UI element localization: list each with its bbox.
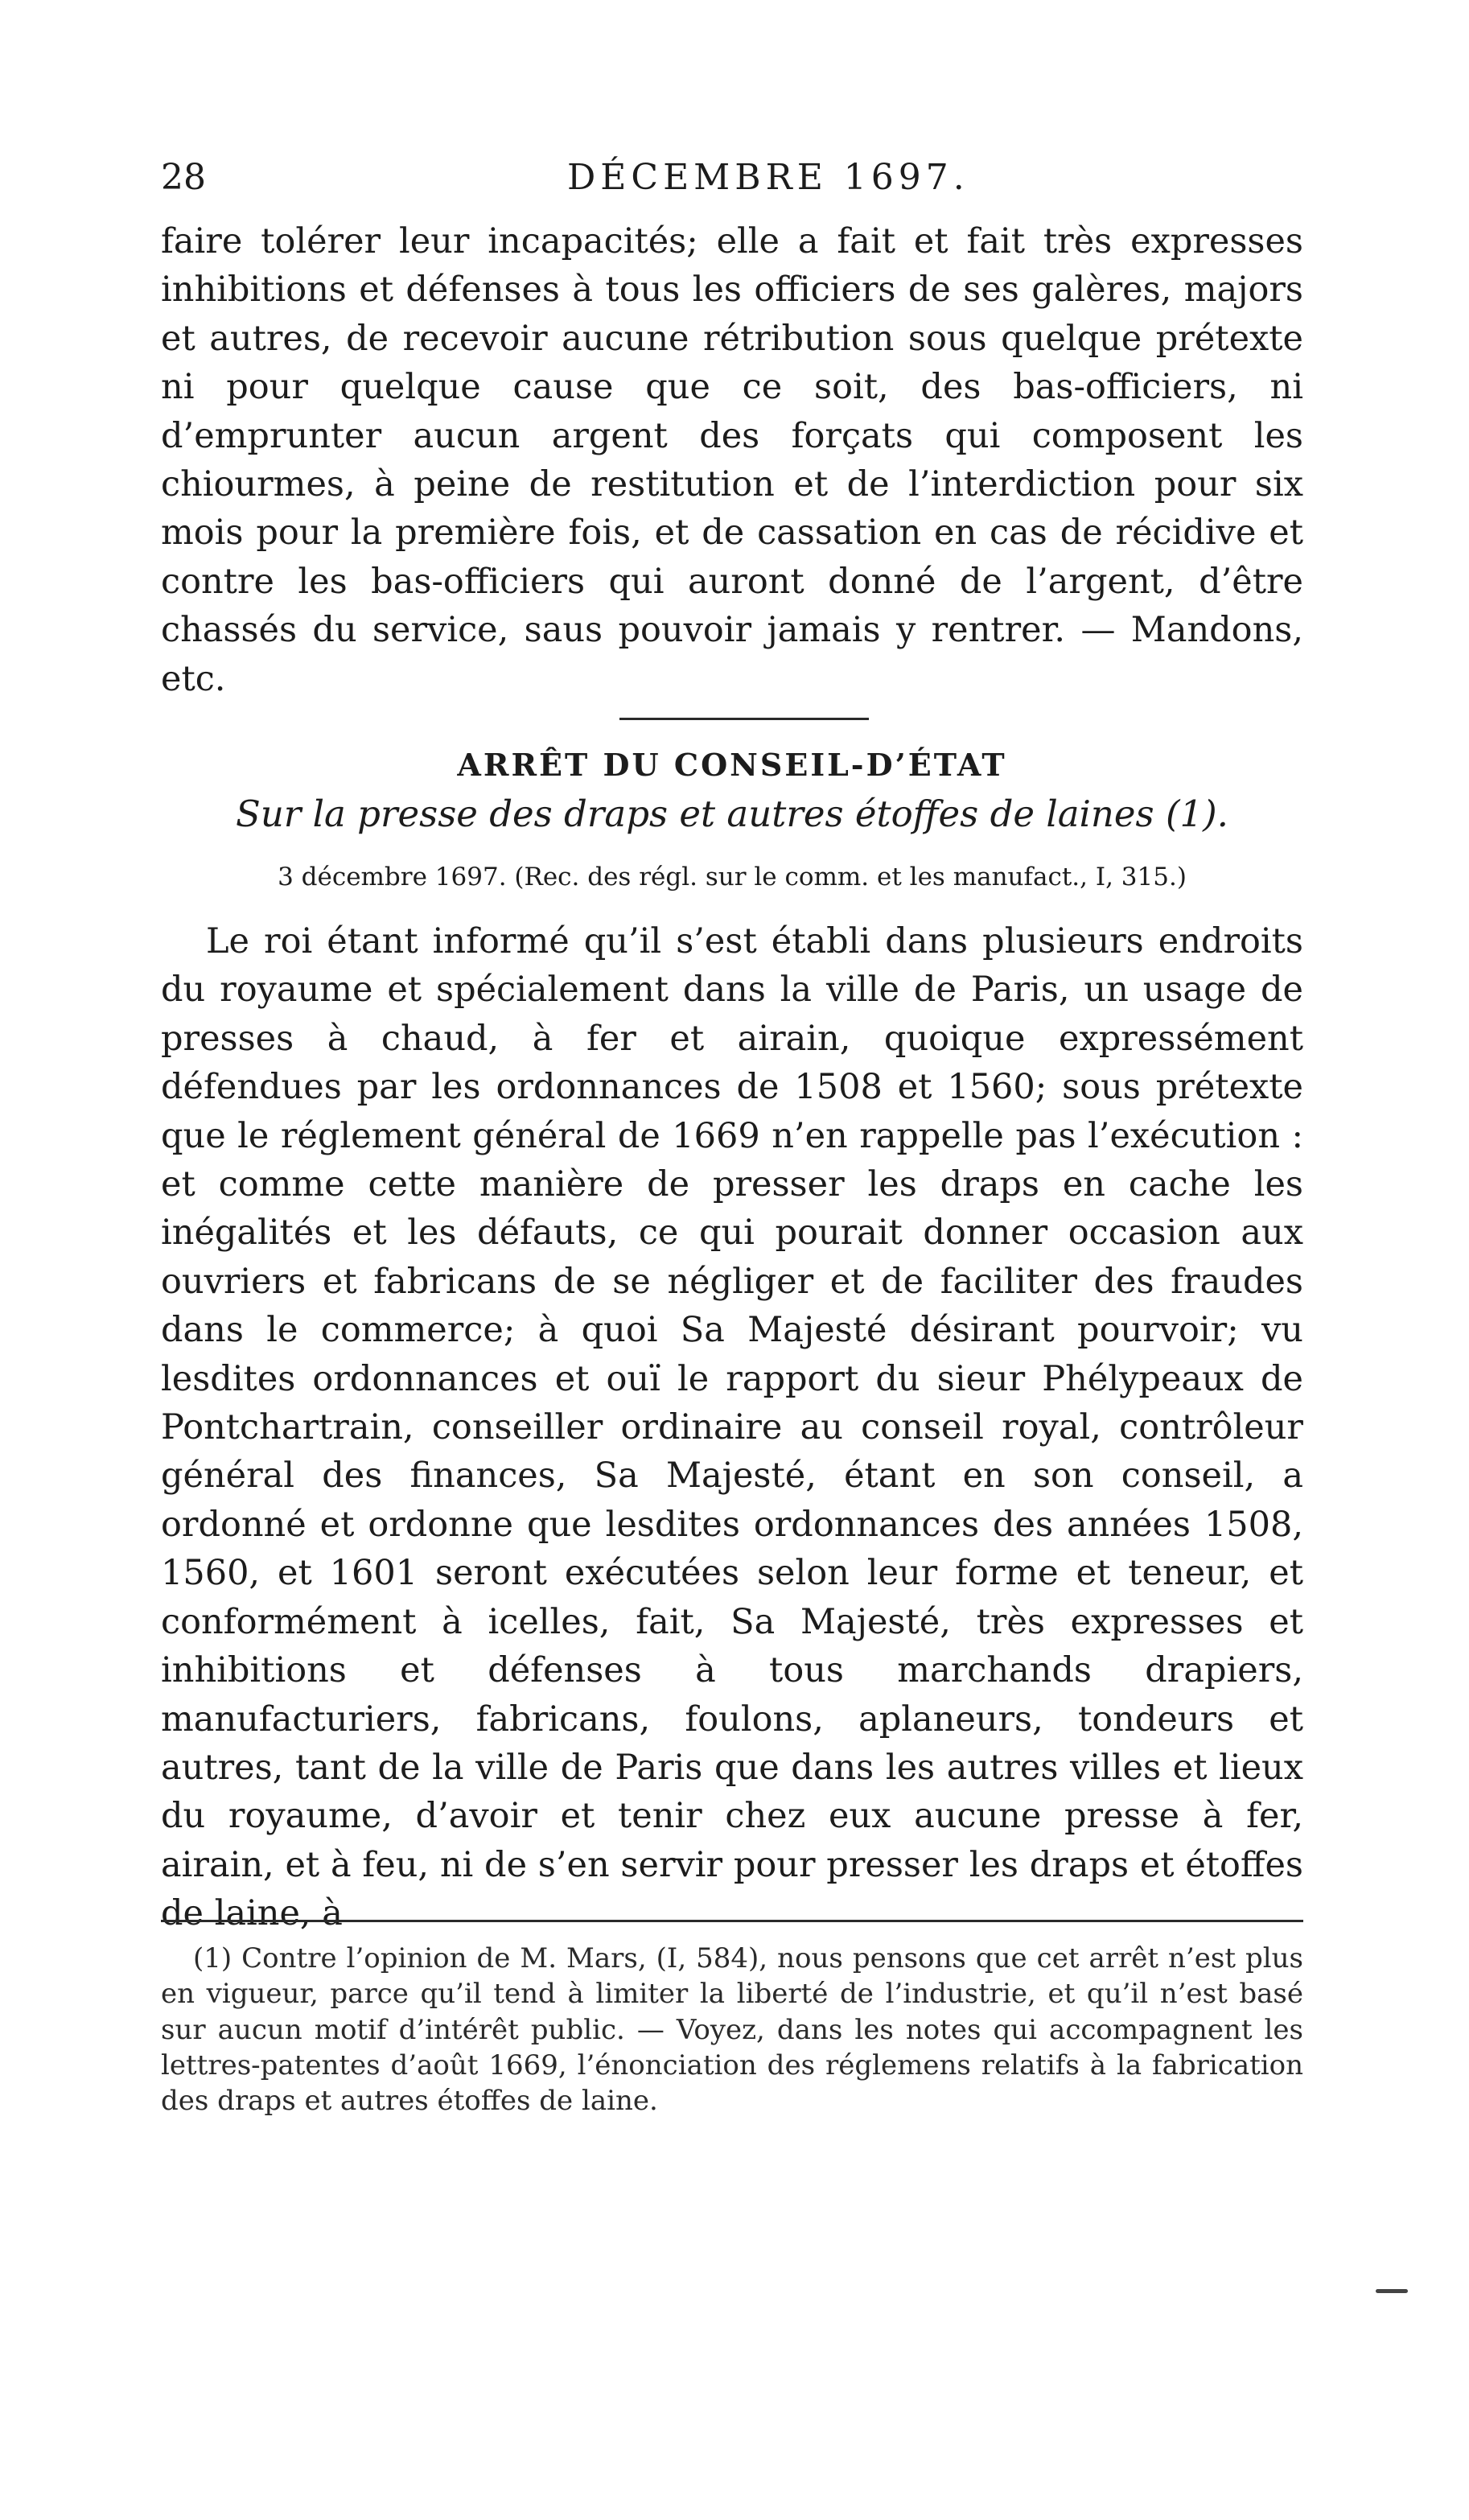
section-heading: ARRÊT DU CONSEIL-D’ÉTAT [457,747,1007,783]
section-divider [619,718,869,720]
running-head [161,157,1319,205]
paragraph-continued: faire tolérer leur incapacités; elle a fait et fait très expresses inhibitions et défenses à tous les officiers de ses galères, majors et autres, de recevoir aucune rétribution sous quelque prétexte ni pour quelque cause que ce soit, des bas-officiers, ni d’emprunter aucun argent des forçats qui composent les chiourmes, à peine de restitution et de l’interdiction pour six mois pour la première fois, et de cassation en cas de récidive et contre les bas-officiers qui auront donné de l’argent, d’être chassés du service, saus pouvoir jamais y rentrer. — Mandons, etc. [161,221,1303,699]
page-number: 28 [161,157,206,198]
footnote: (1) Contre l’opinion de M. Mars, (I, 584), nous pensons que cet arrêt n’est plus en vigueur, parce qu’il tend à limiter la liberté de l’industrie, et qu’il n’est basé sur aucun motif d’intérêt public. — Voyez, dans les notes qui accompagnent les lettres-patentes d’août 1669, l’énonciation des réglemens relatifs à la fabrication des draps et autres étoffes de laine. [161,1942,1303,2118]
running-head-title: DÉCEMBRE 1697. [567,157,969,198]
section-subtitle: Sur la presse des draps et autres étoffes de laines (1). [236,793,1228,835]
section-source: 3 décembre 1697. (Rec. des régl. sur le comm. et les manufact., I, 315.) [278,863,1187,891]
footnote-divider [161,1920,1303,1922]
paragraph-decree: Le roi étant informé qu’il s’est établi dans plusieurs endroits du royaume et spécialement dans la ville de Paris, un usage de presses à chaud, à fer et airain, quoique expressément défendues par les ordonnances de 1508 et 1560; sous prétexte que le réglement général de 1669 n’en rappelle pas l’exécution : et comme cette manière de presser les draps en cache les inégalités et les défauts, ce qui pourait donner occasion aux ouvriers et fabricans de se négliger et de faciliter des fraudes dans le commerce; à quoi Sa Majesté désirant pourvoir; vu lesdites ordonnances et ouï le rapport du sieur Phélypeaux de Pontchartrain, conseiller ordinaire au conseil royal, contrôleur général des finances, Sa Majesté, étant en son conseil, a ordonné et ordonne que lesdites ordonnances des années 1508, 1560, et 1601 seront exécutées selon leur forme et teneur, et conformément à icelles, fait, Sa Majesté, très expresses et inhibitions et défenses à tous marchands drapiers, manufacturiers, fabricans, foulons, aplaneurs, tondeurs et autres, tant de la ville de Paris que dans les autres villes et lieux du royaume, d’avoir et tenir chez eux aucune presse à fer, airain, et à feu, ni de s’en servir pour presser les draps et étoffes de laine, à [161,921,1303,1934]
ink-speck [1376,2289,1408,2293]
